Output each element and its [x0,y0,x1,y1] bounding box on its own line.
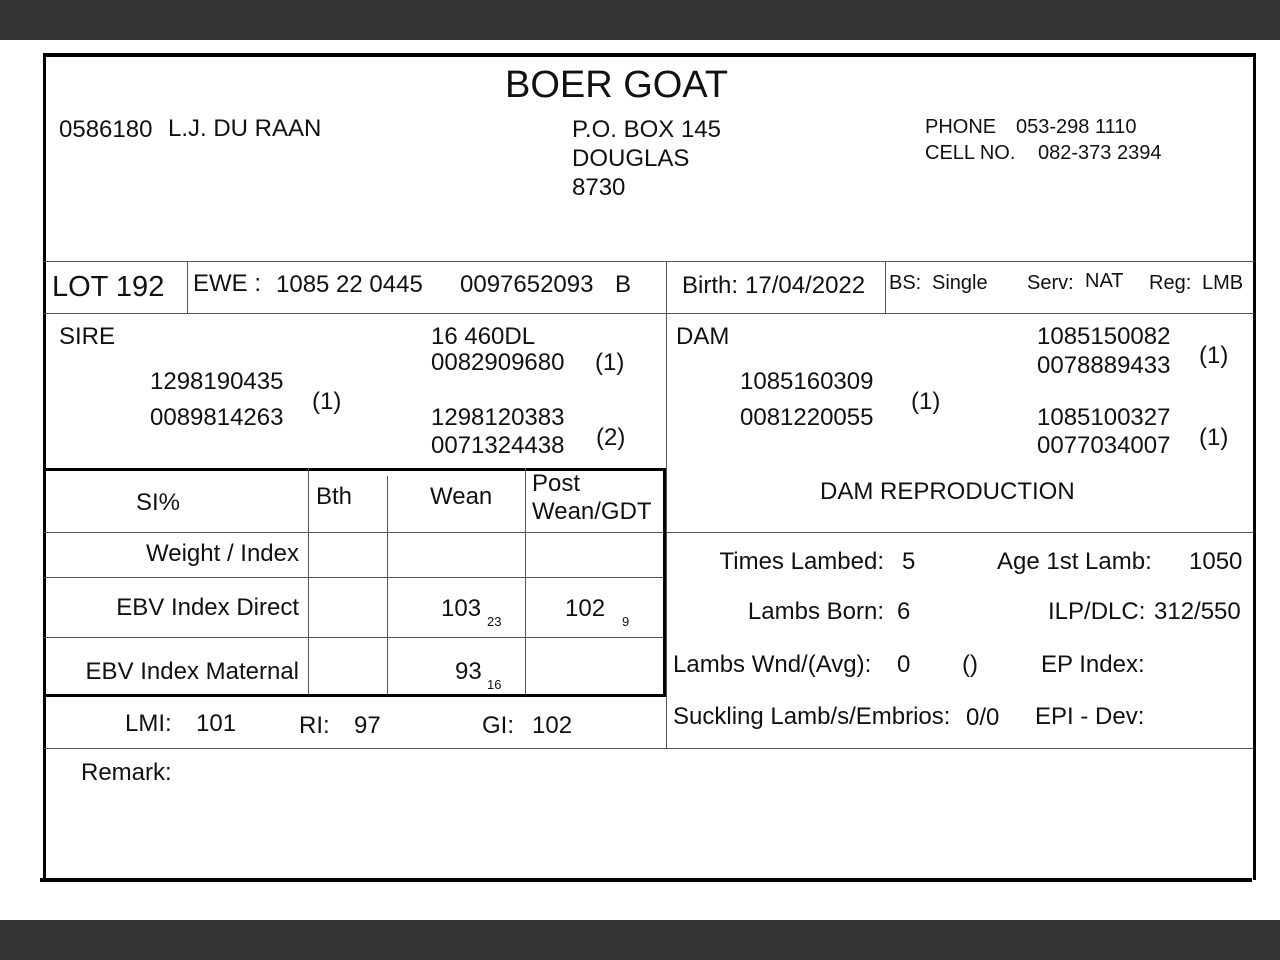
lambs-weaned-avg: () [962,651,978,678]
lot-number: LOT 192 [52,271,165,303]
dam-mother-number: 0077034007 [1037,432,1171,459]
gi-value: 102 [532,712,573,739]
indices-bottom-line [44,748,1254,749]
suckling-value: 0/0 [966,704,1000,731]
epi-dev-label: EPI - Dev: [1035,703,1145,730]
sire-id: 1298190435 [150,368,284,395]
si-header: SI% [136,489,181,516]
perf-col-divider-3 [525,468,526,694]
ebv-maternal-wean-accuracy: 16 [487,677,502,692]
document-title: BOER GOAT [505,64,729,106]
post-header-line-1: Post [532,470,581,497]
ilp-dlc-value: 312/550 [1154,598,1241,625]
owner-code: 0586180 [59,116,153,143]
info-divider-3 [885,261,886,313]
sire-label: SIRE [59,323,116,350]
perf-col-divider-2 [387,476,388,694]
wean-header: Wean [430,483,493,510]
ebv-direct-post-value: 102 [565,595,606,622]
sire-father-number: 0082909680 [431,349,565,376]
age-first-lamb-value: 1050 [1189,548,1243,575]
phone-number: 053-298 1110 [1016,116,1137,138]
perf-table-line-1 [44,532,666,533]
bs-value: Single [932,272,988,294]
border-bottom [40,878,1252,882]
ilp-dlc-label: ILP/DLC: [1048,598,1146,625]
document-page [0,40,1280,920]
lmi-value: 101 [196,710,237,737]
pedigree-divider [666,313,667,748]
ebv-direct-label: EBV Index Direct [116,594,299,621]
phone-label: PHONE [925,116,997,138]
ewe-label: EWE : [193,270,262,297]
lambs-born-value: 6 [897,598,911,625]
reg-value: LMB [1202,272,1244,294]
sire-mother-number: 0071324438 [431,432,565,459]
info-divider-2 [666,261,667,313]
dam-father-number: 0078889433 [1037,352,1171,379]
serv-value: NAT [1085,270,1124,292]
times-lambed-label: Times Lambed: [719,548,884,575]
bth-header: Bth [316,483,353,510]
sire-mother-count: (2) [596,424,626,451]
ebv-maternal-wean-value: 93 [455,658,482,685]
dam-repro-title-line [666,532,1254,533]
border-left [43,53,46,880]
ebv-direct-post-accuracy: 9 [622,614,630,629]
dam-number: 0081220055 [740,404,874,431]
serv-label: Serv: [1027,272,1074,294]
ebv-direct-wean-value: 103 [441,595,482,622]
dam-id: 1085160309 [740,368,874,395]
address-line-2: DOUGLAS [572,145,690,172]
ebv-maternal-label: EBV Index Maternal [85,658,299,685]
sire-count: (1) [312,388,342,415]
cell-number: 082-373 2394 [1038,142,1162,164]
remark-label: Remark: [81,759,172,786]
birth-date: 17/04/2022 [745,272,866,299]
cell-label: CELL NO. [925,142,1016,164]
lambs-weaned-label: Lambs Wnd/(Avg): [673,651,872,678]
address-line-3: 8730 [572,174,626,201]
birth-label: Birth: [682,272,739,299]
dam-count: (1) [911,388,941,415]
post-header-line-2: Wean/GDT [532,498,652,525]
lmi-label: LMI: [125,710,172,737]
dam-mother-count: (1) [1199,424,1229,451]
ep-index-label: EP Index: [1041,651,1145,678]
ri-value: 97 [354,712,381,739]
info-row-top-line [44,261,1254,262]
perf-col-divider-1 [308,468,309,694]
ebv-direct-wean-accuracy: 23 [487,614,502,629]
times-lambed-value: 5 [902,548,916,575]
ewe-grade: B [615,271,632,298]
dam-label: DAM [676,323,730,350]
age-first-lamb-label: Age 1st Lamb: [997,548,1152,575]
border-top [44,53,1256,57]
gi-label: GI: [482,712,515,739]
lambs-weaned-value: 0 [897,651,911,678]
perf-table-line-2 [44,577,666,578]
weight-index-label: Weight / Index [146,540,299,567]
info-divider-1 [187,261,188,313]
perf-table-right [663,468,666,697]
dam-repro-title: DAM REPRODUCTION [820,478,1075,505]
ewe-number: 0097652093 [460,271,594,298]
reg-label: Reg: [1149,272,1192,294]
border-right [1253,53,1256,880]
address-line-1: P.O. BOX 145 [572,116,721,143]
sire-father-count: (1) [595,349,625,376]
perf-table-line-3 [44,637,666,638]
ewe-id: 1085 22 0445 [276,271,423,298]
lambs-born-label: Lambs Born: [747,598,884,625]
dam-mother-id: 1085100327 [1037,404,1171,431]
perf-table-bottom [44,694,666,697]
ri-label: RI: [299,712,330,739]
info-row-bottom-line [44,313,1254,314]
suckling-label: Suckling Lamb/s/Embrios: [673,703,951,730]
dam-father-id: 1085150082 [1037,323,1171,350]
sire-mother-id: 1298120383 [431,404,565,431]
bs-label: BS: [889,272,922,294]
sire-number: 0089814263 [150,404,284,431]
owner-name: L.J. DU RAAN [168,115,322,142]
sire-father-id: 16 460DL [431,323,536,350]
dam-father-count: (1) [1199,342,1229,369]
